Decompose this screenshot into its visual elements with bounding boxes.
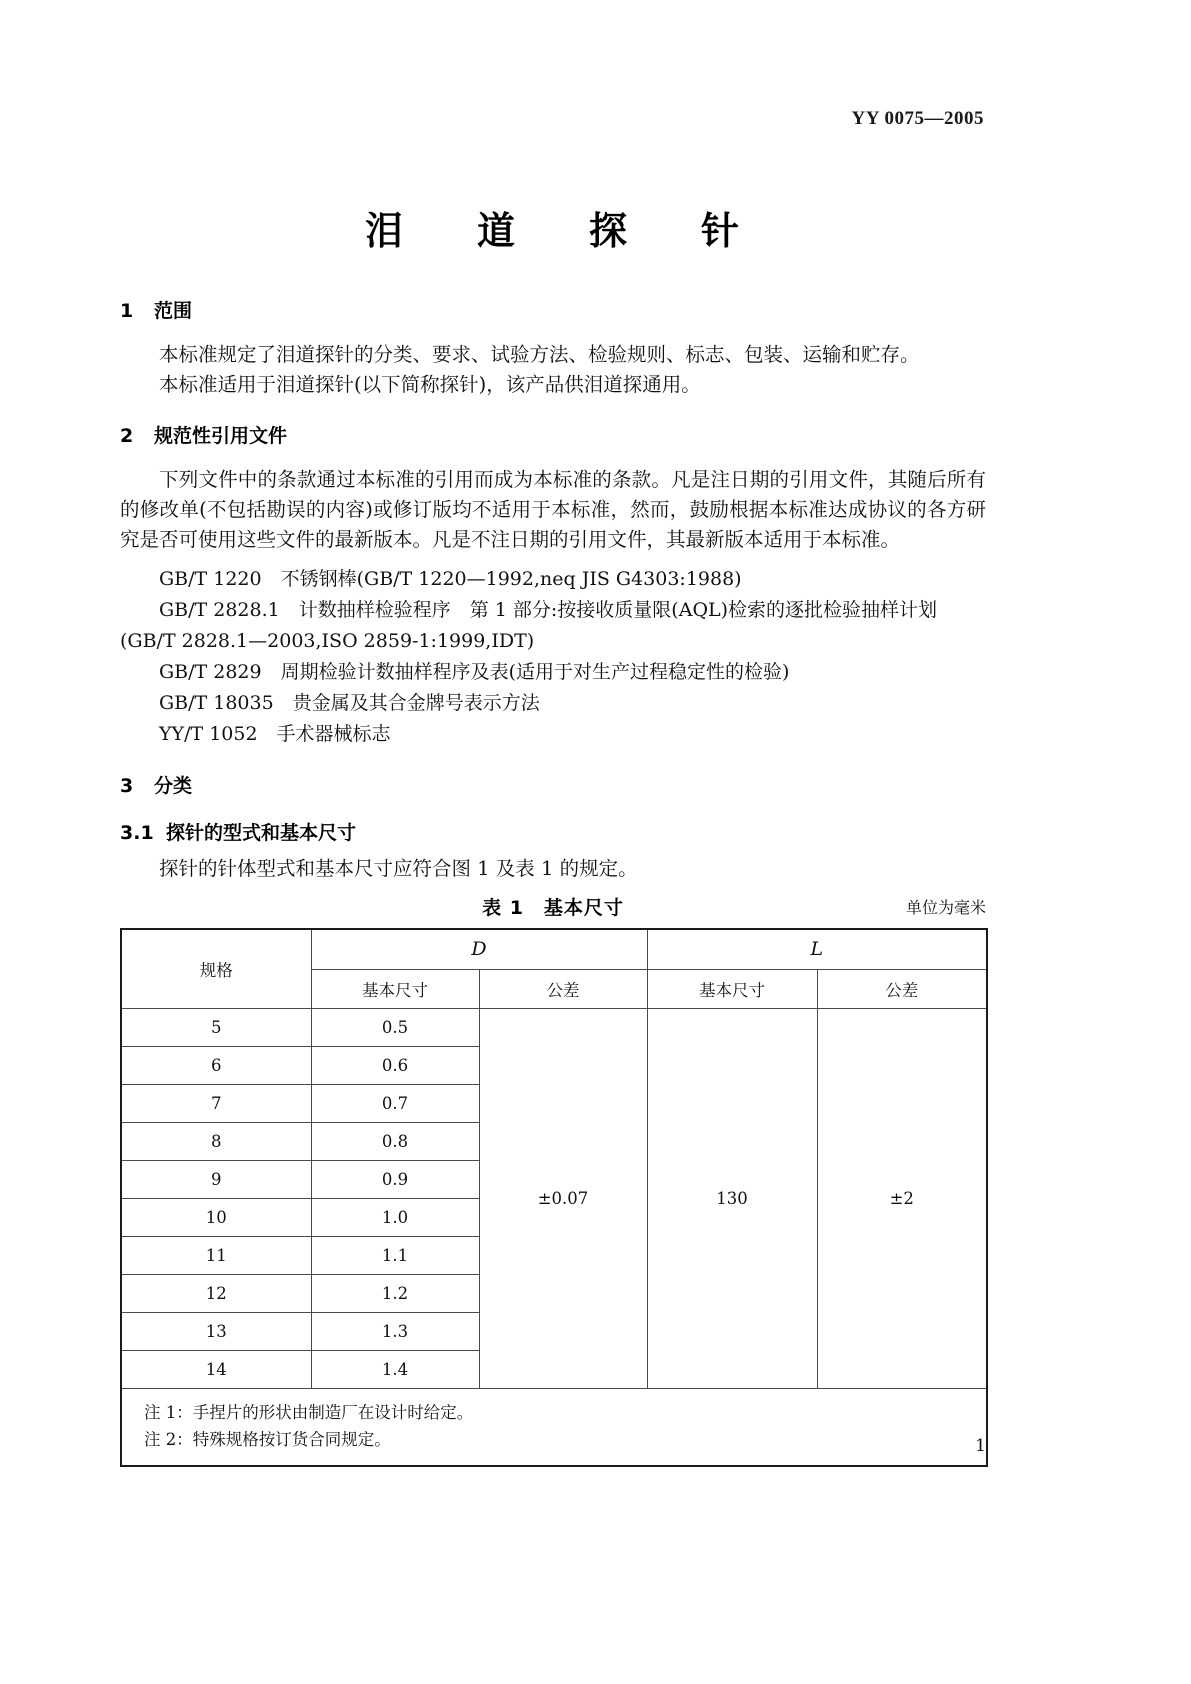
clause-heading-1 xyxy=(120,300,986,323)
normative-ref-item: GB/T 1220 不锈钢棒(GB/T 1220—1992,neq JIS G4303:1988) xyxy=(159,567,742,590)
page-title: 泪 道 探 针 xyxy=(364,209,757,253)
clause-title-2: 规范性引用文件 xyxy=(154,424,288,447)
table-caption xyxy=(120,893,986,920)
cell-d-basic: 0.8 xyxy=(311,1123,479,1161)
running-header-standard-code: YY 0075—2005 xyxy=(851,108,984,129)
table-header-group-d: D xyxy=(311,929,647,969)
table-header-d-basic: 基本尺寸 xyxy=(311,969,479,1009)
clause-title-3-1: 探针的型式和基本尺寸 xyxy=(166,822,357,845)
clause-heading-3-1 xyxy=(120,822,986,845)
cell-spec: 8 xyxy=(121,1123,311,1161)
clause-number-3-1: 3.1 xyxy=(120,822,154,845)
clause-number-2: 2 xyxy=(120,424,134,447)
cell-spec: 5 xyxy=(121,1009,311,1047)
cell-spec: 14 xyxy=(121,1351,311,1389)
cell-spec: 7 xyxy=(121,1085,311,1123)
table-note: 注 1：手捏片的形状由制造厂在设计时给定。 xyxy=(144,1403,474,1423)
cell-d-basic: 0.5 xyxy=(311,1009,479,1047)
table-header-d-tolerance: 公差 xyxy=(479,969,647,1009)
table-unit-note: 单位为毫米 xyxy=(905,898,986,918)
table-header-group-l: L xyxy=(647,929,987,969)
cell-d-basic: 1.2 xyxy=(311,1275,479,1313)
clause-heading-3 xyxy=(120,775,986,798)
basic-dimensions-table xyxy=(120,928,988,1467)
clause-number-3: 3 xyxy=(120,774,134,797)
cell-d-basic: 1.1 xyxy=(311,1237,479,1275)
classification-paragraph: 探针的针体型式和基本尺寸应符合图 1 及表 1 的规定。 xyxy=(159,857,638,881)
cell-spec: 10 xyxy=(121,1199,311,1237)
scope-paragraph-1: 本标准规定了泪道探针的分类、要求、试验方法、检验规则、标志、包装、运输和贮存。 xyxy=(159,342,920,366)
normative-refs-intro: 下列文件中的条款通过本标准的引用而成为本标准的条款。凡是注日期的引用文件，其随后所有的修改单(不包括勘误的内容)或修订版均不适用于本标准，然而，鼓励根据本标准达成协议的各方研究是否可使用这些文件的最新版本。凡是不注日期的引用文件，其最新版本适用于本标准。 xyxy=(120,467,986,551)
cell-d-basic: 0.7 xyxy=(311,1085,479,1123)
table-header-row-groups xyxy=(121,929,987,969)
cell-d-basic: 1.3 xyxy=(311,1313,479,1351)
cell-spec: 13 xyxy=(121,1313,311,1351)
table-header-l-basic: 基本尺寸 xyxy=(647,969,817,1009)
clause-title-3: 分类 xyxy=(154,774,193,797)
cell-spec: 12 xyxy=(121,1275,311,1313)
cell-d-basic: 0.6 xyxy=(311,1047,479,1085)
cell-spec: 9 xyxy=(121,1161,311,1199)
cell-d-basic: 1.0 xyxy=(311,1199,479,1237)
clause-heading-2 xyxy=(120,425,986,448)
table-header-spec: 规格 xyxy=(121,929,311,1009)
cell-l-basic: 130 xyxy=(647,1009,817,1389)
table-header-l-tolerance: 公差 xyxy=(817,969,987,1009)
normative-ref-item: GB/T 2829 周期检验计数抽样程序及表(适用于对生产过程稳定性的检验) xyxy=(159,660,790,683)
cell-d-tolerance: ±0.07 xyxy=(479,1009,647,1389)
cell-spec: 6 xyxy=(121,1047,311,1085)
page-number-footer: 1 xyxy=(975,1436,986,1456)
cell-d-basic: 1.4 xyxy=(311,1351,479,1389)
cell-l-tolerance: ±2 xyxy=(817,1009,987,1389)
table-note: 注 2：特殊规格按订货合同规定。 xyxy=(144,1430,391,1450)
document-body xyxy=(120,300,986,1467)
normative-ref-item: GB/T 18035 贵金属及其合金牌号表示方法 xyxy=(159,691,540,714)
clause-number-1: 1 xyxy=(120,300,134,322)
clause-title-1: 范围 xyxy=(154,300,193,322)
normative-ref-item-continuation: (GB/T 2828.1—2003,ISO 2859-1:1999,IDT) xyxy=(120,629,535,652)
table-row xyxy=(121,1009,987,1047)
normative-ref-item: YY/T 1052 手术器械标志 xyxy=(159,722,391,745)
cell-d-basic: 0.9 xyxy=(311,1161,479,1199)
cell-spec: 11 xyxy=(121,1237,311,1275)
scope-paragraph-2: 本标准适用于泪道探针(以下简称探针)，该产品供泪道探通用。 xyxy=(159,372,701,396)
normative-ref-item: GB/T 2828.1 计数抽样检验程序 第 1 部分:按接收质量限(AQL)检索的逐批检验抽样计划 xyxy=(159,598,938,621)
table-caption-text: 表 1 基本尺寸 xyxy=(482,897,624,920)
